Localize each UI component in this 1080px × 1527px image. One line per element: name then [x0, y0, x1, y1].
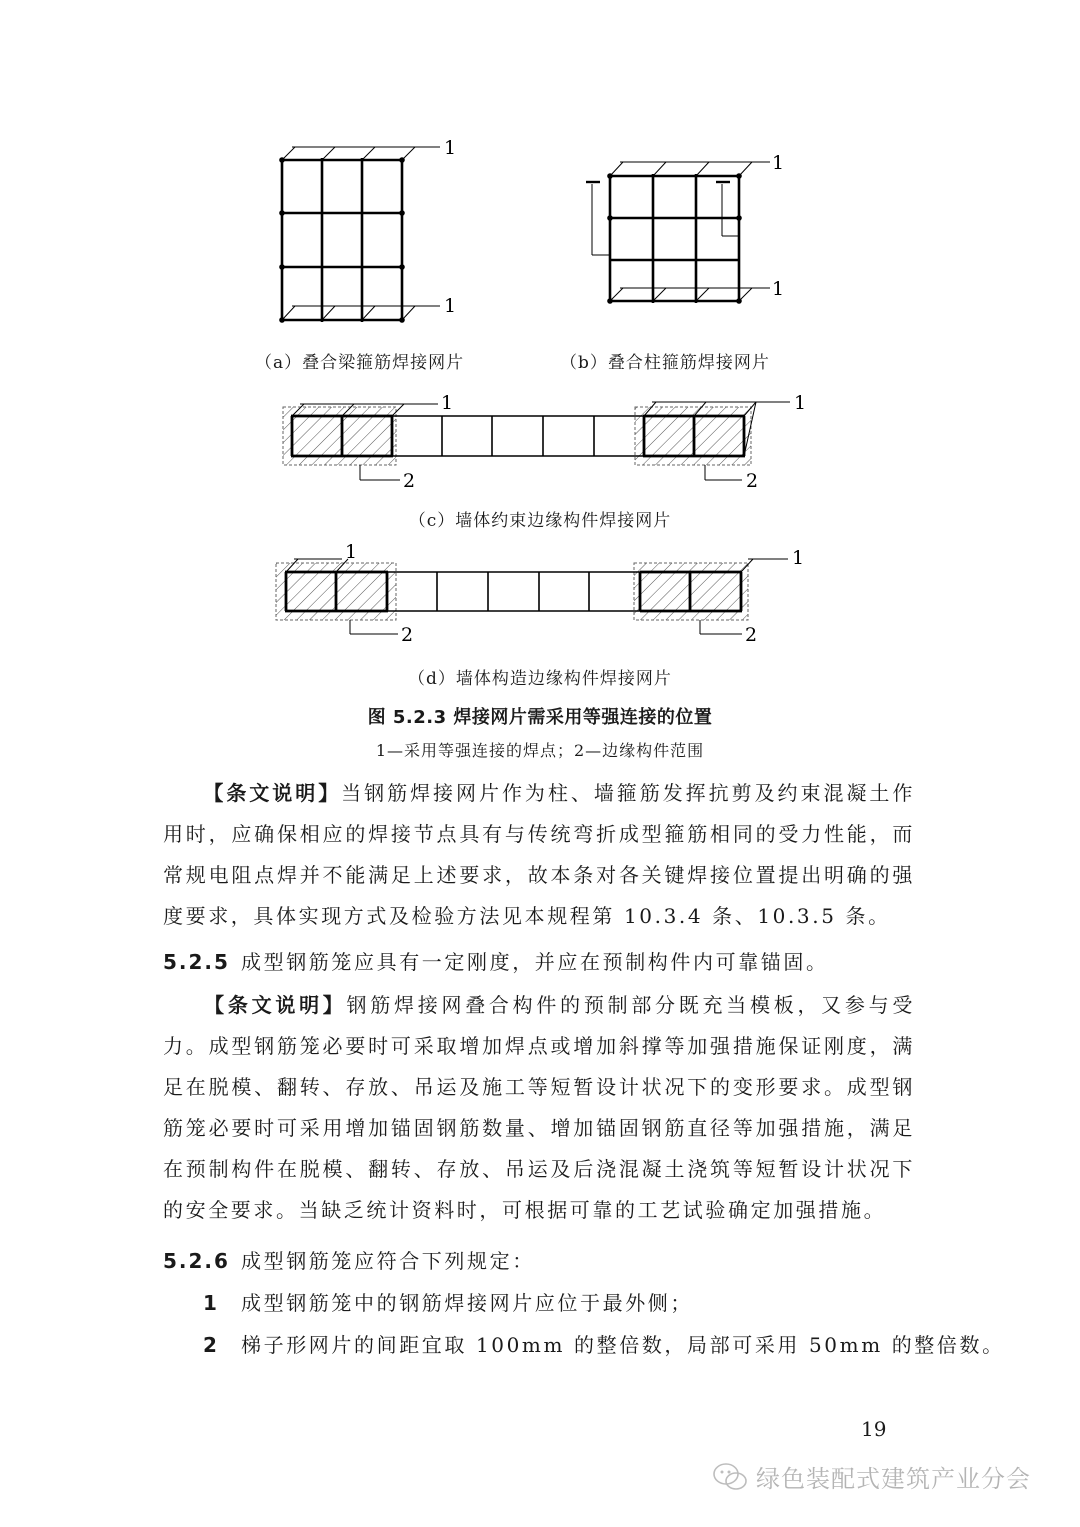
panel-b-drawing: [586, 162, 770, 304]
item-text: 成型钢筋笼中的钢筋焊接网片应位于最外侧；: [241, 1291, 693, 1315]
panel-c-drawing: [283, 402, 790, 480]
page-number: 19: [861, 1417, 887, 1441]
commentary-label: 【条文说明】: [203, 993, 347, 1017]
wechat-icon: [712, 1462, 748, 1492]
callout-b-bottom: 1: [772, 278, 785, 300]
clause-item: [203, 1287, 693, 1316]
commentary-text: 当钢筋焊接网片作为柱、墙箍筋发挥抗剪及约束混凝土作用时，应确保相应的焊接节点具有与传统弯折成型箍筋相同的受力性能，而常规电阻点焊并不能满足上述要求，故本条对各关键焊接位置提出明确的强度要求，具体实现方式及检验方法见本规程第 10.3.4 条、10.3.5 条。: [163, 781, 915, 928]
commentary-text: 钢筋焊接网叠合构件的预制部分既充当模板，又参与受力。成型钢筋笼必要时可采取增加焊点或增加斜撑等加强措施保证刚度，满足在脱模、翻转、存放、吊运及施工等短暂设计状况下的变形要求。成型钢筋笼必要时可采用增加锚固钢筋数量、增加锚固钢筋直径等加强措施，满足在预制构件在脱模、翻转、存放、吊运及后浇混凝土浇筑等短暂设计状况下的安全要求。当缺乏统计资料时，可根据可靠的工艺试验确定加强措施。: [163, 993, 915, 1222]
figure-title: 图 5.2.3 焊接网片需采用等强连接的位置: [367, 707, 713, 728]
panel-d-drawing: [276, 559, 788, 634]
clause-5-2-5: [163, 946, 829, 975]
figure-legend: 1—采用等强连接的焊点；2—边缘构件范围: [375, 741, 705, 760]
callout-d-1-right: 1: [792, 547, 805, 569]
callout-d-2-right: 2: [745, 624, 758, 646]
commentary-5-2-3: [163, 773, 915, 937]
callout-d-2-left: 2: [401, 624, 414, 646]
watermark: [712, 1459, 1031, 1494]
clause-number: 5.2.6: [163, 1249, 230, 1273]
clause-5-2-6: [163, 1245, 535, 1274]
callout-b-top: 1: [772, 152, 785, 174]
item-number: 1: [203, 1291, 220, 1315]
callout-a-bottom: 1: [444, 295, 457, 317]
callout-d-1-left: 1: [345, 541, 358, 563]
figure-5-2-3: [0, 0, 1080, 700]
clause-text: 成型钢筋笼应具有一定刚度，并应在预制构件内可靠锚固。: [241, 950, 829, 974]
callout-c-2-right: 2: [746, 470, 759, 492]
clause-number: 5.2.5: [163, 950, 230, 974]
caption-panel-d: （d）墙体构造边缘构件焊接网片: [408, 669, 672, 689]
caption-panel-b: （b）叠合柱箍筋焊接网片: [560, 353, 770, 373]
item-number: 2: [203, 1333, 220, 1357]
item-text: 梯子形网片的间距宜取 100mm 的整倍数，局部可采用 50mm 的整倍数。: [241, 1333, 1005, 1357]
callout-c-2-left: 2: [403, 470, 416, 492]
commentary-label: 【条文说明】: [203, 781, 342, 805]
callout-a-top: 1: [444, 137, 457, 159]
callout-c-1-right: 1: [794, 392, 807, 414]
clause-item: [203, 1329, 1005, 1358]
caption-panel-c: （c）墙体约束边缘构件焊接网片: [408, 511, 672, 531]
clause-text: 成型钢筋笼应符合下列规定：: [241, 1249, 535, 1273]
callout-c-1-left: 1: [441, 392, 454, 414]
watermark-text: 绿色装配式建筑产业分会: [756, 1465, 1031, 1493]
caption-panel-a: （a）叠合梁箍筋焊接网片: [255, 353, 465, 373]
commentary-5-2-5: [163, 985, 915, 1231]
panel-a-drawing: [279, 147, 440, 323]
